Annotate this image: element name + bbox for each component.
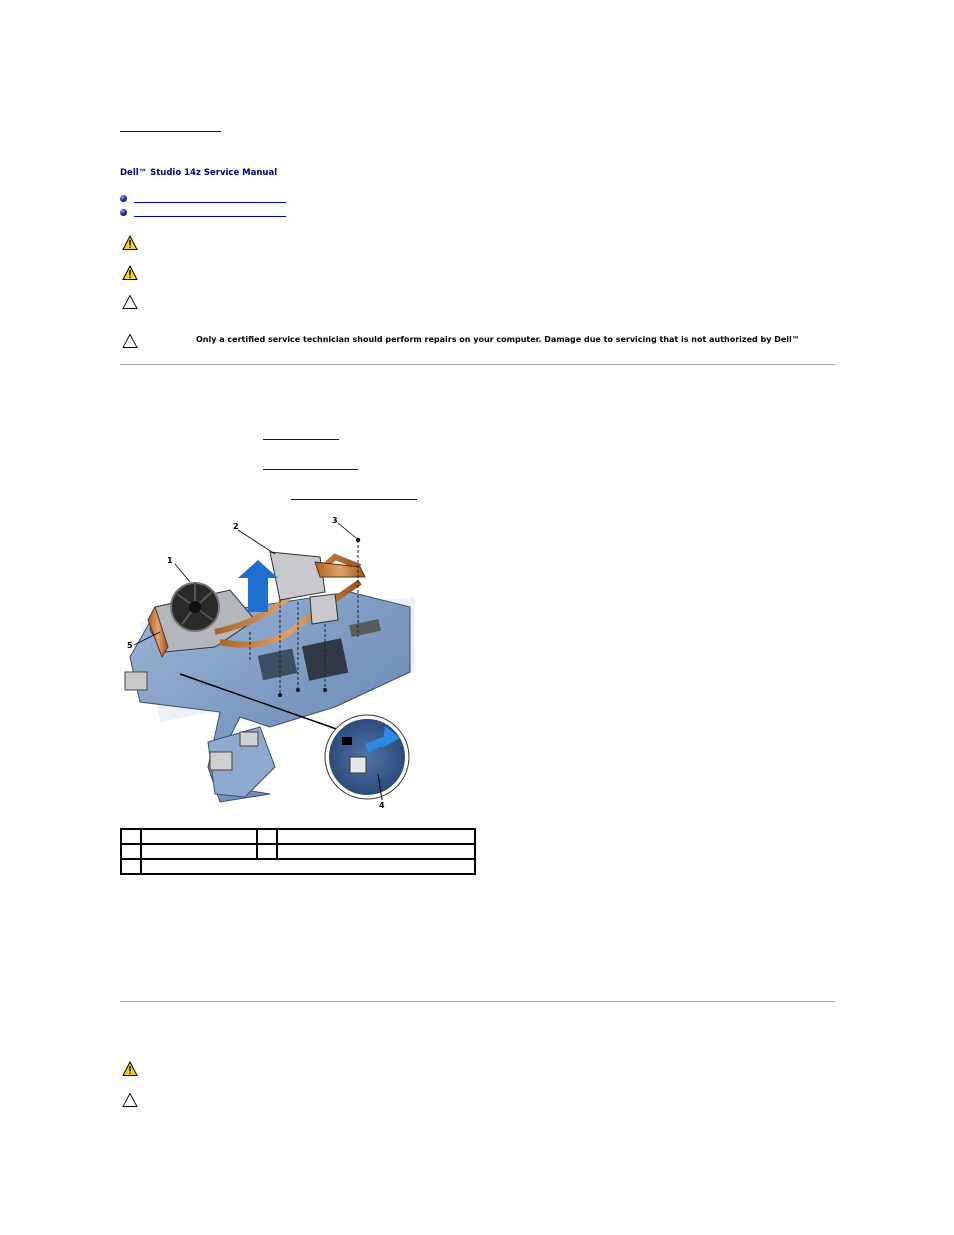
heatsink-removal-illustration <box>120 512 420 812</box>
toc-link-2[interactable] <box>134 216 286 217</box>
caution-notice-text: Only a certified service technician should perform repairs on your computer. Damage due to servicing that is not authorized by Dell™ <box>196 335 800 344</box>
caution-icon <box>122 333 138 349</box>
caution-icon <box>122 294 138 310</box>
callout-5: 5 <box>127 641 133 650</box>
step-link-2[interactable] <box>263 469 358 470</box>
callout-2: 2 <box>233 522 239 531</box>
section-divider <box>120 364 835 365</box>
warning-icon <box>122 265 138 281</box>
table-row <box>121 859 475 874</box>
step-link-1[interactable] <box>263 439 339 440</box>
blue-bullet-icon <box>120 209 127 216</box>
section-divider <box>120 1001 835 1002</box>
blue-bullet-icon <box>120 195 127 202</box>
callout-3: 3 <box>332 516 338 525</box>
callout-4: 4 <box>379 801 385 810</box>
callout-1: 1 <box>167 556 173 565</box>
contents-link[interactable] <box>120 131 221 132</box>
toc-link-1[interactable] <box>134 202 286 203</box>
warning-icon <box>122 235 138 251</box>
caution-icon <box>122 1092 138 1108</box>
table-row <box>121 829 475 844</box>
warning-icon <box>122 1061 138 1077</box>
step-link-3[interactable] <box>291 499 417 500</box>
callout-legend-table <box>120 828 476 875</box>
table-row <box>121 844 475 859</box>
page-title: Dell™ Studio 14z Service Manual <box>120 168 278 178</box>
